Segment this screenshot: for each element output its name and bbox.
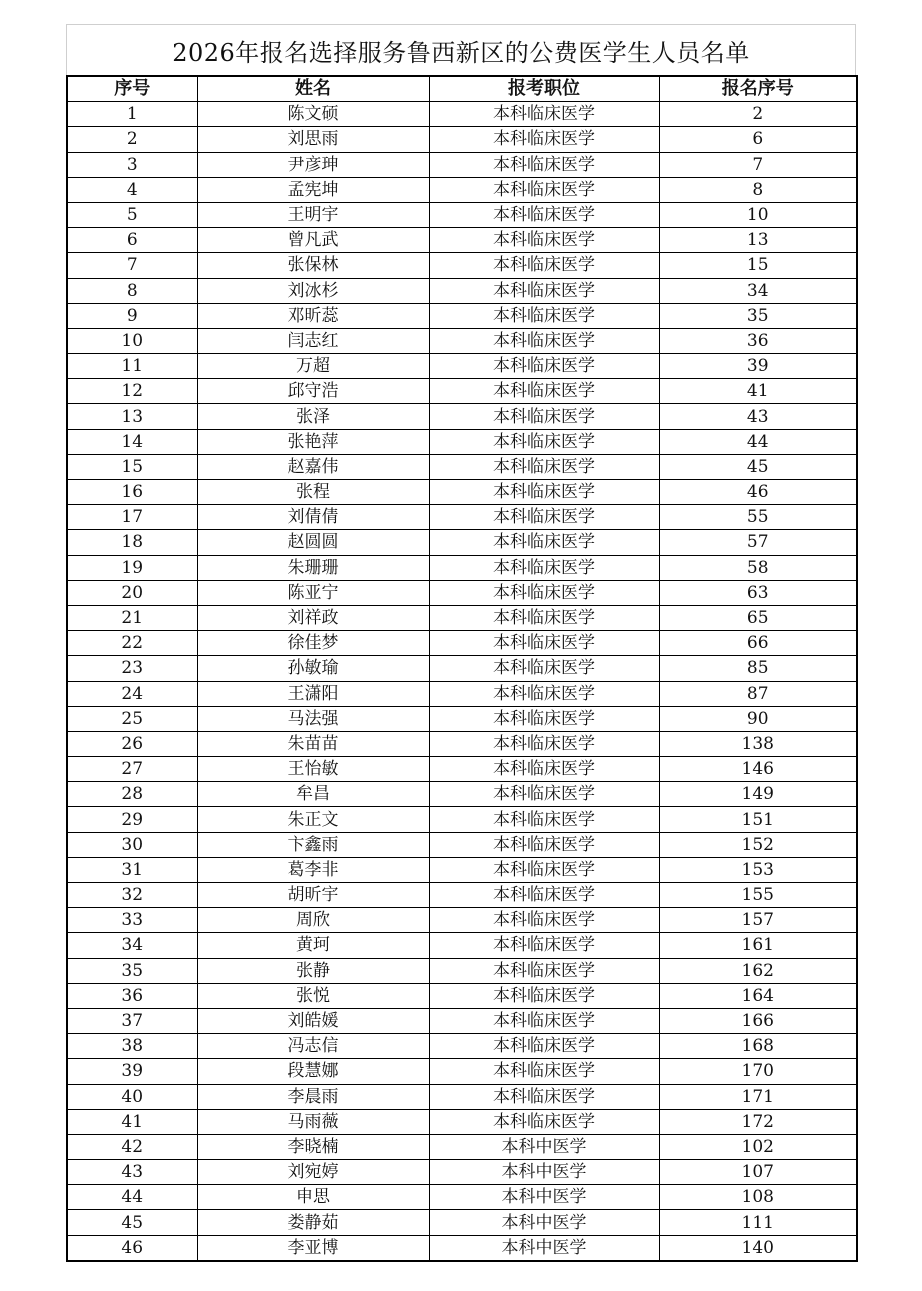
cell-position: 本科临床医学 xyxy=(429,1059,659,1084)
cell-position: 本科临床医学 xyxy=(429,177,659,202)
cell-name: 周欣 xyxy=(197,908,429,933)
table-row xyxy=(67,202,857,227)
cell-index: 22 xyxy=(67,631,197,656)
table-row xyxy=(67,278,857,303)
cell-registration-number: 46 xyxy=(659,480,857,505)
cell-index: 39 xyxy=(67,1059,197,1084)
table-row xyxy=(67,958,857,983)
cell-name: 冯志信 xyxy=(197,1034,429,1059)
cell-index: 33 xyxy=(67,908,197,933)
cell-position: 本科临床医学 xyxy=(429,127,659,152)
cell-position: 本科临床医学 xyxy=(429,1008,659,1033)
cell-registration-number: 55 xyxy=(659,505,857,530)
cell-index: 12 xyxy=(67,379,197,404)
cell-registration-number: 35 xyxy=(659,303,857,328)
cell-registration-number: 153 xyxy=(659,857,857,882)
header-position: 报考职位 xyxy=(429,76,659,102)
table-row xyxy=(67,731,857,756)
cell-position: 本科临床医学 xyxy=(429,454,659,479)
cell-registration-number: 8 xyxy=(659,177,857,202)
table-row xyxy=(67,228,857,253)
cell-position: 本科临床医学 xyxy=(429,605,659,630)
cell-index: 8 xyxy=(67,278,197,303)
document-sheet xyxy=(66,24,856,1262)
table-row xyxy=(67,706,857,731)
cell-name: 刘祥政 xyxy=(197,605,429,630)
table-row xyxy=(67,177,857,202)
cell-index: 1 xyxy=(67,102,197,127)
cell-position: 本科临床医学 xyxy=(429,354,659,379)
cell-registration-number: 45 xyxy=(659,454,857,479)
cell-name: 曾凡武 xyxy=(197,228,429,253)
cell-registration-number: 85 xyxy=(659,656,857,681)
cell-name: 孙敏瑜 xyxy=(197,656,429,681)
table-row xyxy=(67,505,857,530)
cell-name: 卞鑫雨 xyxy=(197,832,429,857)
cell-index: 31 xyxy=(67,857,197,882)
cell-registration-number: 157 xyxy=(659,908,857,933)
cell-name: 李晨雨 xyxy=(197,1084,429,1109)
cell-name: 赵圆圆 xyxy=(197,530,429,555)
table-row xyxy=(67,454,857,479)
cell-index: 44 xyxy=(67,1185,197,1210)
cell-name: 张泽 xyxy=(197,404,429,429)
cell-index: 43 xyxy=(67,1160,197,1185)
table-row xyxy=(67,1034,857,1059)
cell-name: 刘思雨 xyxy=(197,127,429,152)
cell-registration-number: 151 xyxy=(659,807,857,832)
cell-name: 张保林 xyxy=(197,253,429,278)
table-row xyxy=(67,908,857,933)
cell-name: 朱珊珊 xyxy=(197,555,429,580)
table-row xyxy=(67,1109,857,1134)
cell-name: 尹彦珅 xyxy=(197,152,429,177)
cell-name: 申思 xyxy=(197,1185,429,1210)
cell-index: 16 xyxy=(67,480,197,505)
cell-index: 28 xyxy=(67,782,197,807)
table-row xyxy=(67,1084,857,1109)
cell-index: 9 xyxy=(67,303,197,328)
cell-index: 37 xyxy=(67,1008,197,1033)
cell-index: 23 xyxy=(67,656,197,681)
cell-registration-number: 39 xyxy=(659,354,857,379)
table-header-row xyxy=(67,76,857,102)
cell-position: 本科临床医学 xyxy=(429,681,659,706)
cell-registration-number: 15 xyxy=(659,253,857,278)
cell-name: 张静 xyxy=(197,958,429,983)
cell-registration-number: 63 xyxy=(659,580,857,605)
cell-name: 牟昌 xyxy=(197,782,429,807)
cell-position: 本科临床医学 xyxy=(429,706,659,731)
cell-index: 10 xyxy=(67,328,197,353)
table-row xyxy=(67,832,857,857)
table-row xyxy=(67,807,857,832)
table-row xyxy=(67,580,857,605)
cell-name: 黄珂 xyxy=(197,933,429,958)
cell-registration-number: 65 xyxy=(659,605,857,630)
table-row xyxy=(67,152,857,177)
cell-position: 本科临床医学 xyxy=(429,782,659,807)
cell-name: 张艳萍 xyxy=(197,429,429,454)
cell-index: 7 xyxy=(67,253,197,278)
cell-position: 本科临床医学 xyxy=(429,857,659,882)
cell-name: 邓昕蕊 xyxy=(197,303,429,328)
table-row xyxy=(67,379,857,404)
cell-position: 本科临床医学 xyxy=(429,908,659,933)
cell-registration-number: 138 xyxy=(659,731,857,756)
cell-index: 45 xyxy=(67,1210,197,1235)
cell-index: 19 xyxy=(67,555,197,580)
table-row xyxy=(67,605,857,630)
cell-position: 本科临床医学 xyxy=(429,102,659,127)
cell-position: 本科临床医学 xyxy=(429,505,659,530)
cell-index: 20 xyxy=(67,580,197,605)
cell-registration-number: 13 xyxy=(659,228,857,253)
cell-position: 本科临床医学 xyxy=(429,555,659,580)
cell-position: 本科临床医学 xyxy=(429,731,659,756)
cell-name: 张悦 xyxy=(197,983,429,1008)
cell-index: 42 xyxy=(67,1134,197,1159)
cell-index: 36 xyxy=(67,983,197,1008)
cell-index: 24 xyxy=(67,681,197,706)
cell-index: 5 xyxy=(67,202,197,227)
table-row xyxy=(67,681,857,706)
cell-registration-number: 87 xyxy=(659,681,857,706)
cell-name: 马法强 xyxy=(197,706,429,731)
cell-position: 本科临床医学 xyxy=(429,1109,659,1134)
table-row xyxy=(67,983,857,1008)
cell-index: 46 xyxy=(67,1235,197,1261)
cell-index: 15 xyxy=(67,454,197,479)
cell-index: 3 xyxy=(67,152,197,177)
cell-registration-number: 107 xyxy=(659,1160,857,1185)
cell-name: 王明宇 xyxy=(197,202,429,227)
cell-position: 本科临床医学 xyxy=(429,328,659,353)
table-row xyxy=(67,631,857,656)
cell-registration-number: 172 xyxy=(659,1109,857,1134)
cell-position: 本科临床医学 xyxy=(429,303,659,328)
cell-index: 34 xyxy=(67,933,197,958)
cell-index: 2 xyxy=(67,127,197,152)
cell-position: 本科临床医学 xyxy=(429,530,659,555)
cell-position: 本科临床医学 xyxy=(429,379,659,404)
cell-name: 王怡敏 xyxy=(197,757,429,782)
cell-registration-number: 66 xyxy=(659,631,857,656)
cell-position: 本科临床医学 xyxy=(429,253,659,278)
table-row xyxy=(67,1185,857,1210)
cell-position: 本科中医学 xyxy=(429,1160,659,1185)
cell-registration-number: 36 xyxy=(659,328,857,353)
cell-name: 刘倩倩 xyxy=(197,505,429,530)
cell-name: 万超 xyxy=(197,354,429,379)
cell-registration-number: 7 xyxy=(659,152,857,177)
cell-position: 本科临床医学 xyxy=(429,883,659,908)
cell-name: 张程 xyxy=(197,480,429,505)
table-row xyxy=(67,480,857,505)
cell-name: 赵嘉伟 xyxy=(197,454,429,479)
cell-registration-number: 108 xyxy=(659,1185,857,1210)
cell-position: 本科临床医学 xyxy=(429,429,659,454)
cell-registration-number: 164 xyxy=(659,983,857,1008)
cell-position: 本科中医学 xyxy=(429,1185,659,1210)
cell-index: 6 xyxy=(67,228,197,253)
cell-position: 本科临床医学 xyxy=(429,832,659,857)
cell-registration-number: 34 xyxy=(659,278,857,303)
table-row xyxy=(67,1134,857,1159)
cell-index: 30 xyxy=(67,832,197,857)
cell-index: 21 xyxy=(67,605,197,630)
cell-position: 本科中医学 xyxy=(429,1235,659,1261)
table-body xyxy=(67,102,857,1261)
table-row xyxy=(67,354,857,379)
table-row xyxy=(67,555,857,580)
cell-registration-number: 2 xyxy=(659,102,857,127)
cell-registration-number: 102 xyxy=(659,1134,857,1159)
cell-name: 葛李非 xyxy=(197,857,429,882)
table-row xyxy=(67,253,857,278)
cell-registration-number: 146 xyxy=(659,757,857,782)
cell-registration-number: 161 xyxy=(659,933,857,958)
header-name: 姓名 xyxy=(197,76,429,102)
cell-name: 孟宪坤 xyxy=(197,177,429,202)
cell-position: 本科临床医学 xyxy=(429,404,659,429)
cell-name: 段慧娜 xyxy=(197,1059,429,1084)
cell-position: 本科临床医学 xyxy=(429,1084,659,1109)
cell-registration-number: 43 xyxy=(659,404,857,429)
cell-position: 本科临床医学 xyxy=(429,580,659,605)
cell-position: 本科中医学 xyxy=(429,1134,659,1159)
cell-index: 40 xyxy=(67,1084,197,1109)
cell-position: 本科临床医学 xyxy=(429,983,659,1008)
cell-name: 陈文硕 xyxy=(197,102,429,127)
cell-name: 胡昕宇 xyxy=(197,883,429,908)
cell-position: 本科临床医学 xyxy=(429,228,659,253)
page-title: 2026年报名选择服务鲁西新区的公费医学生人员名单 xyxy=(66,24,856,75)
cell-name: 朱苗苗 xyxy=(197,731,429,756)
cell-registration-number: 162 xyxy=(659,958,857,983)
cell-name: 王潇阳 xyxy=(197,681,429,706)
cell-registration-number: 171 xyxy=(659,1084,857,1109)
cell-registration-number: 44 xyxy=(659,429,857,454)
cell-name: 刘冰杉 xyxy=(197,278,429,303)
table-row xyxy=(67,303,857,328)
cell-name: 陈亚宁 xyxy=(197,580,429,605)
table-row xyxy=(67,328,857,353)
cell-index: 29 xyxy=(67,807,197,832)
header-registration-number: 报名序号 xyxy=(659,76,857,102)
cell-name: 李亚博 xyxy=(197,1235,429,1261)
cell-registration-number: 58 xyxy=(659,555,857,580)
cell-registration-number: 170 xyxy=(659,1059,857,1084)
cell-position: 本科临床医学 xyxy=(429,958,659,983)
cell-index: 11 xyxy=(67,354,197,379)
cell-name: 徐佳梦 xyxy=(197,631,429,656)
cell-index: 14 xyxy=(67,429,197,454)
cell-index: 26 xyxy=(67,731,197,756)
roster-table xyxy=(66,75,858,1262)
cell-index: 17 xyxy=(67,505,197,530)
cell-registration-number: 90 xyxy=(659,706,857,731)
cell-position: 本科临床医学 xyxy=(429,480,659,505)
cell-position: 本科临床医学 xyxy=(429,757,659,782)
cell-name: 刘皓媛 xyxy=(197,1008,429,1033)
table-row xyxy=(67,404,857,429)
table-row xyxy=(67,429,857,454)
cell-name: 闫志红 xyxy=(197,328,429,353)
cell-position: 本科临床医学 xyxy=(429,631,659,656)
cell-registration-number: 6 xyxy=(659,127,857,152)
table-row xyxy=(67,757,857,782)
cell-registration-number: 166 xyxy=(659,1008,857,1033)
cell-registration-number: 149 xyxy=(659,782,857,807)
table-row xyxy=(67,883,857,908)
table-row xyxy=(67,1160,857,1185)
cell-name: 李晓楠 xyxy=(197,1134,429,1159)
cell-position: 本科临床医学 xyxy=(429,807,659,832)
cell-position: 本科临床医学 xyxy=(429,202,659,227)
table-row xyxy=(67,656,857,681)
table-row xyxy=(67,1235,857,1261)
table-row xyxy=(67,782,857,807)
cell-registration-number: 57 xyxy=(659,530,857,555)
table-row xyxy=(67,933,857,958)
cell-registration-number: 152 xyxy=(659,832,857,857)
cell-registration-number: 155 xyxy=(659,883,857,908)
cell-name: 邱守浩 xyxy=(197,379,429,404)
cell-position: 本科中医学 xyxy=(429,1210,659,1235)
cell-index: 41 xyxy=(67,1109,197,1134)
table-row xyxy=(67,102,857,127)
table-row xyxy=(67,530,857,555)
cell-position: 本科临床医学 xyxy=(429,656,659,681)
table-row xyxy=(67,1008,857,1033)
cell-name: 朱正文 xyxy=(197,807,429,832)
cell-registration-number: 10 xyxy=(659,202,857,227)
cell-index: 25 xyxy=(67,706,197,731)
cell-position: 本科临床医学 xyxy=(429,933,659,958)
cell-index: 38 xyxy=(67,1034,197,1059)
table-row xyxy=(67,1210,857,1235)
cell-registration-number: 111 xyxy=(659,1210,857,1235)
cell-name: 马雨薇 xyxy=(197,1109,429,1134)
cell-name: 刘宛婷 xyxy=(197,1160,429,1185)
cell-registration-number: 168 xyxy=(659,1034,857,1059)
cell-index: 27 xyxy=(67,757,197,782)
cell-position: 本科临床医学 xyxy=(429,278,659,303)
cell-position: 本科临床医学 xyxy=(429,1034,659,1059)
cell-name: 娄静茹 xyxy=(197,1210,429,1235)
table-row xyxy=(67,127,857,152)
cell-registration-number: 140 xyxy=(659,1235,857,1261)
cell-index: 35 xyxy=(67,958,197,983)
cell-index: 18 xyxy=(67,530,197,555)
header-index: 序号 xyxy=(67,76,197,102)
cell-registration-number: 41 xyxy=(659,379,857,404)
table-row xyxy=(67,857,857,882)
cell-index: 4 xyxy=(67,177,197,202)
cell-index: 13 xyxy=(67,404,197,429)
cell-index: 32 xyxy=(67,883,197,908)
table-row xyxy=(67,1059,857,1084)
cell-position: 本科临床医学 xyxy=(429,152,659,177)
